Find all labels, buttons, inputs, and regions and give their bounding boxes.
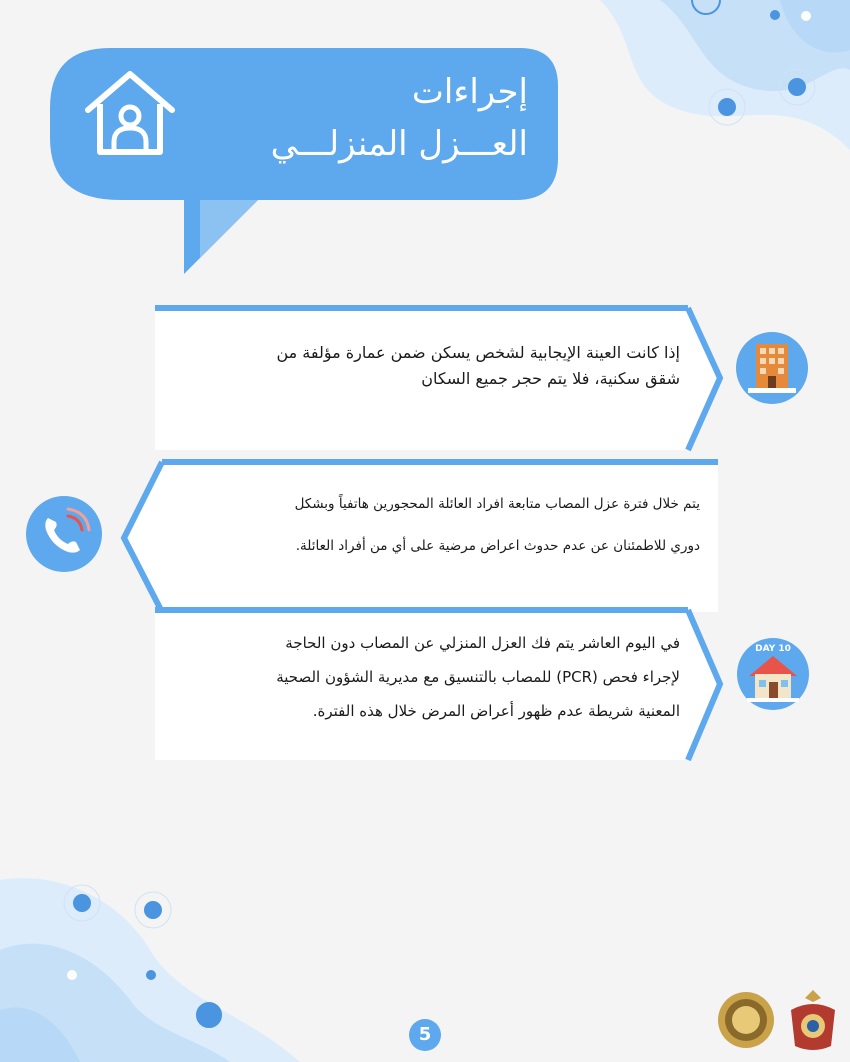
card-3-line: لإجراء فحص (PCR) للمصاب بالتنسيق مع مديرية الشؤون الصحية [276, 668, 680, 686]
card-2-text [170, 483, 700, 567]
house-person-icon [82, 66, 178, 158]
coat-of-arms-logo [785, 988, 841, 1054]
card-3-line: المعنية شريطة عدم ظهور أعراض المرض خلال هذه الفترة. [312, 702, 680, 720]
house-day-10-icon [735, 636, 811, 712]
emblem-logo [716, 990, 776, 1050]
card-3-text [170, 626, 680, 728]
title-banner [50, 48, 558, 200]
phone-icon [24, 494, 104, 574]
day-label: DAY 10 [755, 644, 791, 654]
card-3-line: في اليوم العاشر يتم فك العزل المنزلي عن المصاب دون الحاجة [285, 634, 680, 652]
card-2-line: دوري للاطمئنان عن عدم حدوث اعراض مرضية على أي من أفراد العائلة. [295, 538, 700, 554]
building-icon [734, 330, 810, 406]
card-1-line: إذا كانت العينة الإيجابية لشخص يسكن ضمن عمارة مؤلفة من [276, 343, 680, 362]
card-1-line: شقق سكنية، فلا يتم حجر جميع السكان [421, 369, 680, 388]
page-number: 5 [409, 1019, 441, 1051]
title-line-1: إجراءات [411, 72, 528, 112]
page-title [228, 66, 528, 170]
card-2-line: يتم خلال فترة عزل المصاب متابعة افراد العائلة المحجورين هاتفياً وبشكل [294, 496, 700, 512]
title-line-2: العـــزل المنزلـــي [270, 124, 528, 164]
card-1-text [170, 340, 680, 392]
